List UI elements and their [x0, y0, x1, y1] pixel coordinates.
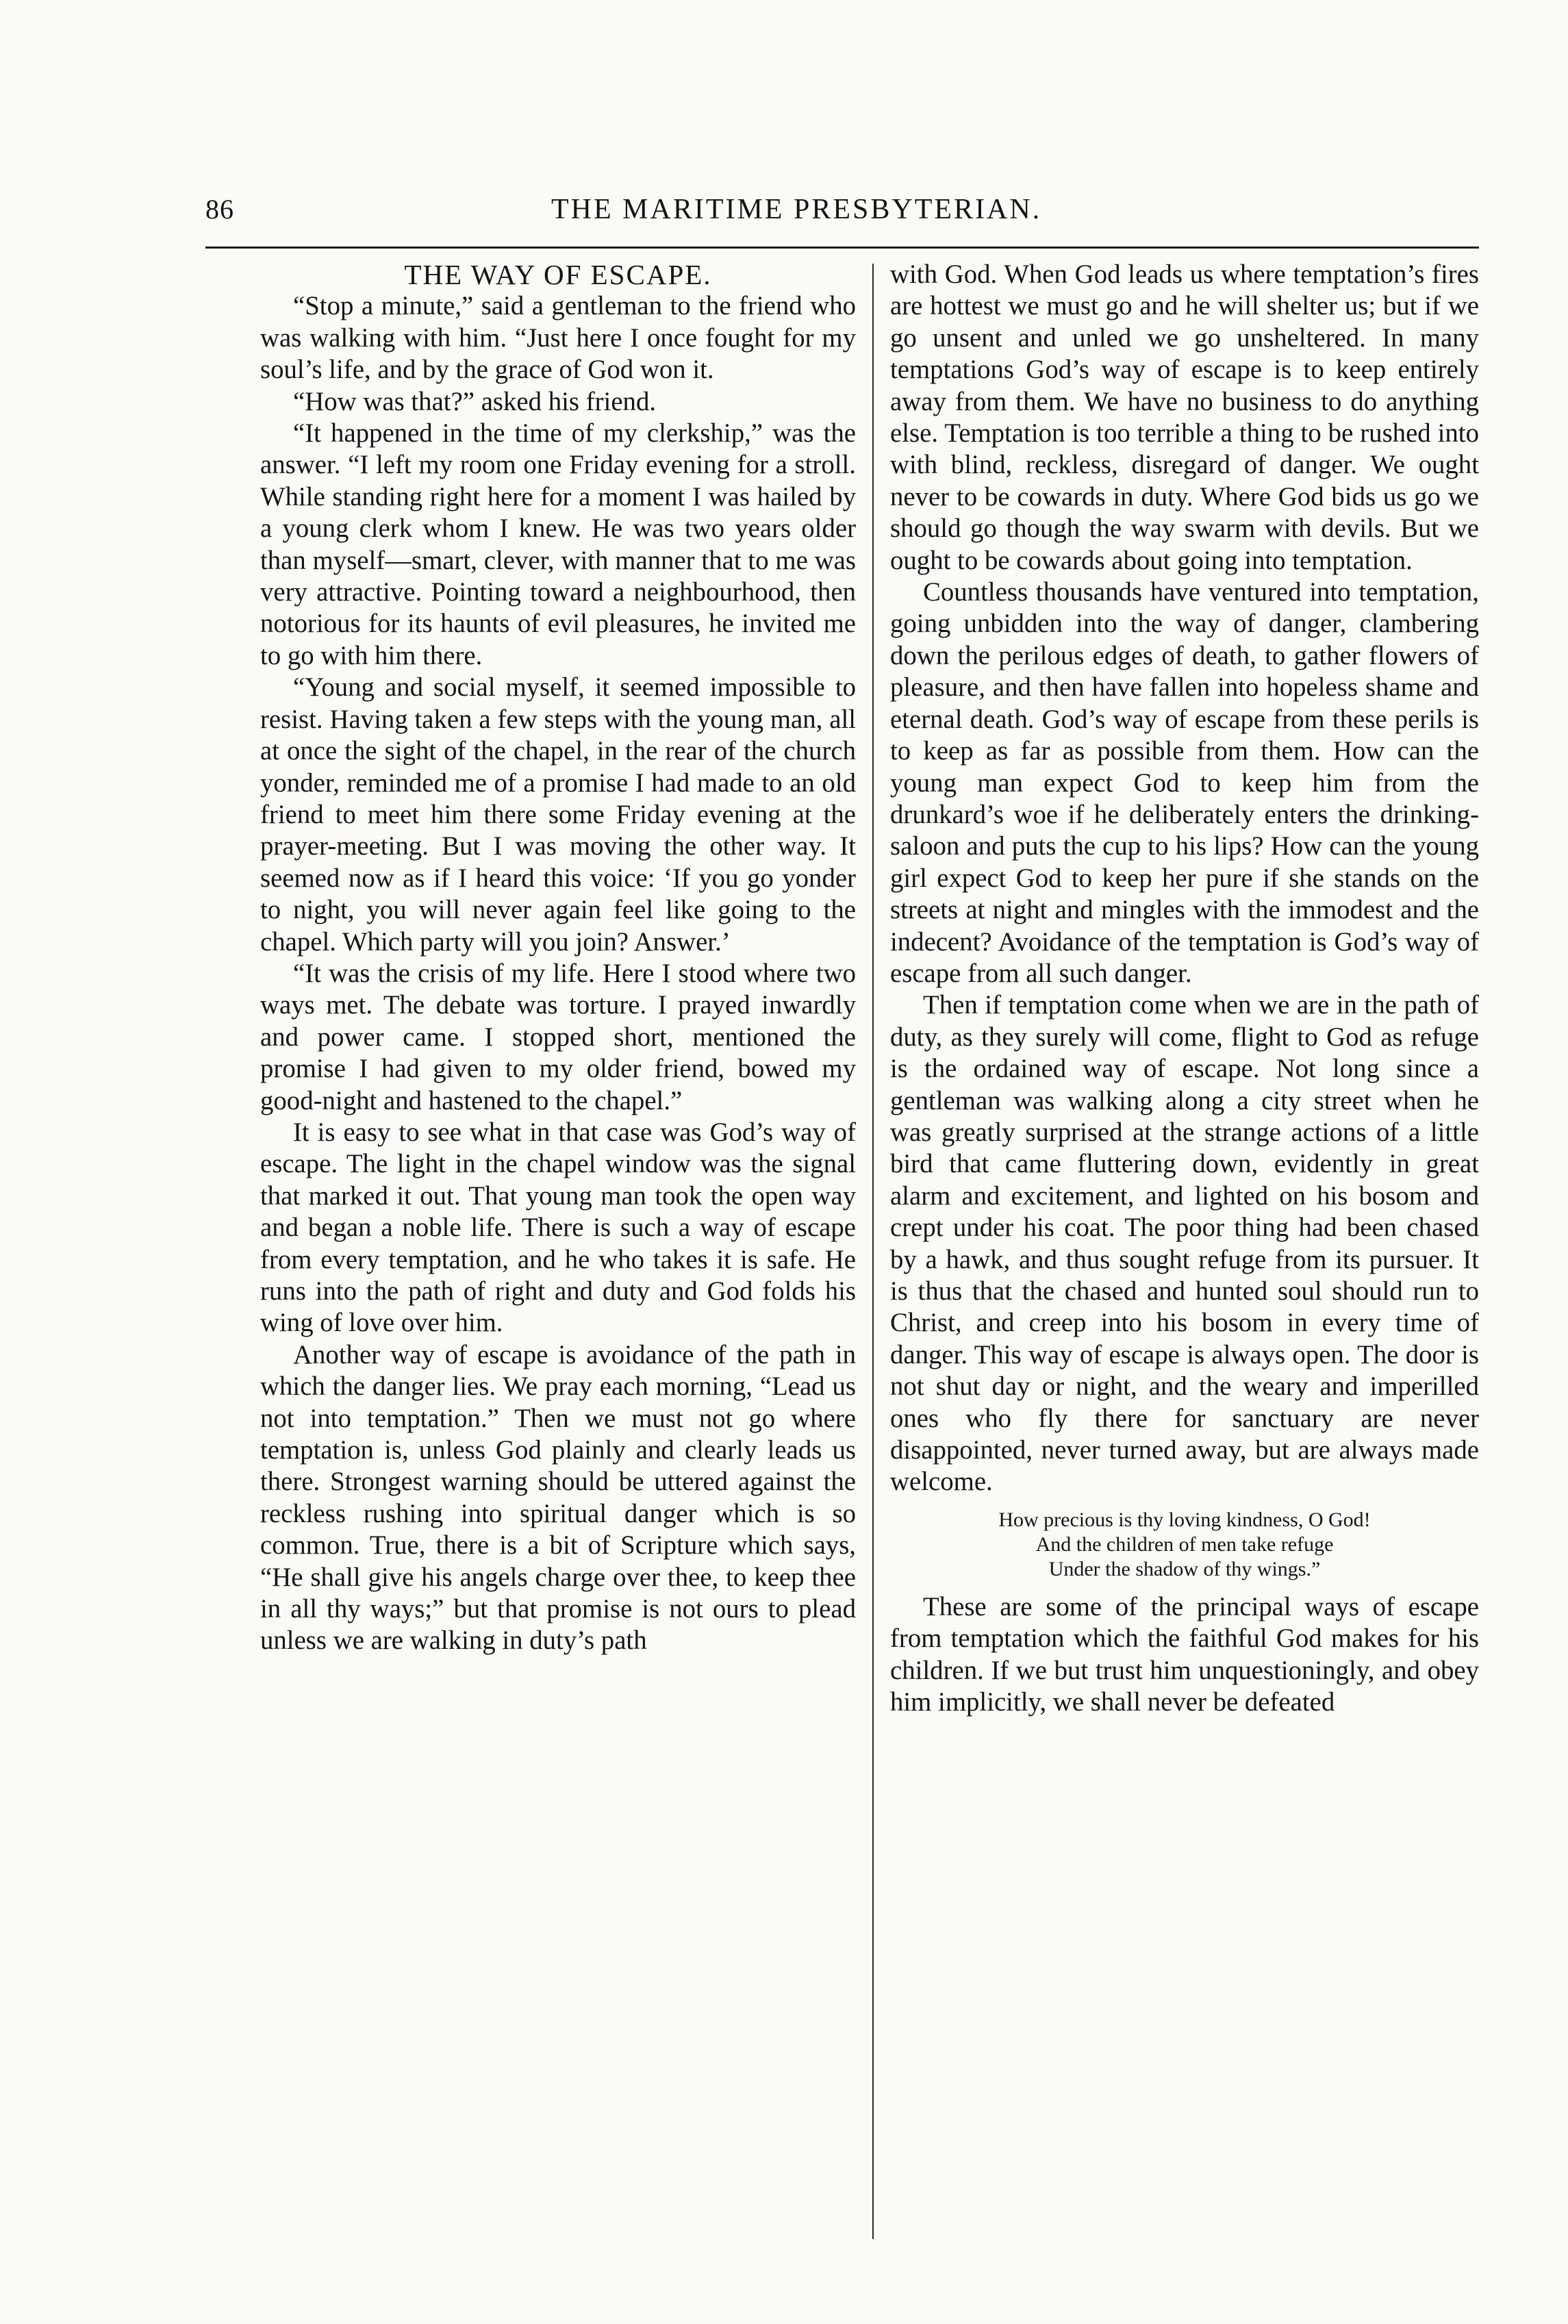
article-paragraph: Countless thousands have ventured into temptation, going unbidden into the way of danger, clambering down the perilous edges of death, to gather flowers of pleasure, and then have fallen into hopeless shame and eternal death. God’s way of escape from these perils is to keep as far as possible from them. How can the young man expect God to keep him from the drunkard’s woe if he deliberately enters the drinking-saloon and puts the cup to his lips? How can the young girl expect God to keep her pure if she stands on the streets at night and mingles with the immodest and the indecent? Avoidance of the temptation is God’s way of escape from all such danger.	[890, 577, 1479, 988]
article-paragraph: These are some of the principal ways of escape from temptation which the faithful God makes for his children. If we but trust him unquestioningly, and obey him implicitly, we shall never be defeated	[890, 1591, 1479, 1717]
article-paragraph: “How was that?” asked his friend.	[293, 386, 657, 416]
right-column	[890, 259, 1479, 2245]
hymn-line: And the children of men take refuge	[1035, 1532, 1334, 1556]
page-header	[205, 193, 1479, 234]
header-rule	[205, 247, 1479, 249]
column-divider	[872, 264, 874, 2239]
article-paragraph: Then if temptation come when we are in the path of duty, as they surely will come, flight to God as refuge is the ordained way of escape. Not long since a gentleman was walking along a city street when he was greatly surprised at the strange actions of a little bird that came fluttering down, evidently in great alarm and excitement, and lighted on his bosom and crept under his coat. The poor thing had been chased by a hawk, and thus sought refuge from its pursuer. It is thus that the chased and hunted soul should run to Christ, and creep into his bosom in every time of danger. This way of escape is always open. The door is not shut day or night, and the weary and imperilled ones who fly there for sanctuary are never disappointed, never turned away, but are always made welcome.	[890, 990, 1479, 1497]
left-column	[260, 259, 856, 2245]
hymn-quote	[890, 1508, 1479, 1582]
article-paragraph: “It was the crisis of my life. Here I stood where two ways met. The debate was torture. I prayed inwardly and power came. I stopped short, mentioned the promise I had given to my older friend, bowed my good-night and hastened to the chapel.”	[260, 958, 856, 1115]
article-title: THE WAY OF ESCAPE.	[404, 259, 712, 290]
article-paragraph: Another way of escape is avoidance of the path in which the danger lies. We pray each morning, “Lead us not into temptation.” Then we must not go where temptation is, unless God plainly and clearly leads us there. Strongest warning should be uttered against the reckless rushing into spiritual danger which is so common. True, there is a bit of Scripture which says, “He shall give his angels charge over thee, to keep thee in all thy ways;” but that promise is not ours to plead unless we are walking in duty’s path	[260, 1339, 856, 1656]
article-paragraph: “Stop a minute,” said a gentleman to the friend who was walking with him. “Just here I once fought for my soul’s life, and by the grace of God won it.	[260, 291, 856, 385]
running-head: THE MARITIME PRESBYTERIAN.	[551, 194, 1042, 225]
article-paragraph: “It happened in the time of my clerkship,” was the answer. “I left my room one Friday evening for a stroll. While standing right here for a moment I was hailed by a young clerk whom I knew. He was two years older than myself—smart, clever, with manner that to me was very attractive. Pointing toward a neighbourhood, then notorious for its haunts of evil pleasures, he invited me to go with him there.	[260, 418, 856, 670]
page-number: 86	[205, 194, 234, 225]
hymn-line: Under the shadow of thy wings.”	[1048, 1557, 1321, 1580]
article-paragraph-continued: with God. When God leads us where temptation’s fires are hottest we must go and he will shelter us; but if we go unsent and unled we go unsheltered. In many temptations God’s way of escape is to keep entirely away from them. We have no business to do anything else. Temptation is too terrible a thing to be rushed into with blind, reckless, disregard of danger. We ought never to be cowards in duty. Where God bids us go we should go though the way swarm with devils. But we ought to be cowards about going into temptation.	[890, 260, 1479, 575]
article-paragraph: It is easy to see what in that case was God’s way of escape. The light in the chapel window was the signal that marked it out. That young man took the open way and began a noble life. There is such a way of escape from every temptation, and he who takes it is safe. He runs into the path of right and duty and God folds his wing of love over him.	[260, 1117, 856, 1338]
hymn-line: How precious is thy loving kindness, O God!	[998, 1508, 1371, 1531]
article-paragraph: “Young and social myself, it seemed impossible to resist. Having taken a few steps with the young man, all at once the sight of the chapel, in the rear of the church yonder, reminded me of a promise I had made to an old friend to meet him there some Friday evening at the prayer-meeting. But I was moving the other way. It seemed now as if I heard this voice: ‘If you go yonder to night, you will never again feel like going to the chapel. Which party will you join? Answer.’	[260, 672, 856, 957]
